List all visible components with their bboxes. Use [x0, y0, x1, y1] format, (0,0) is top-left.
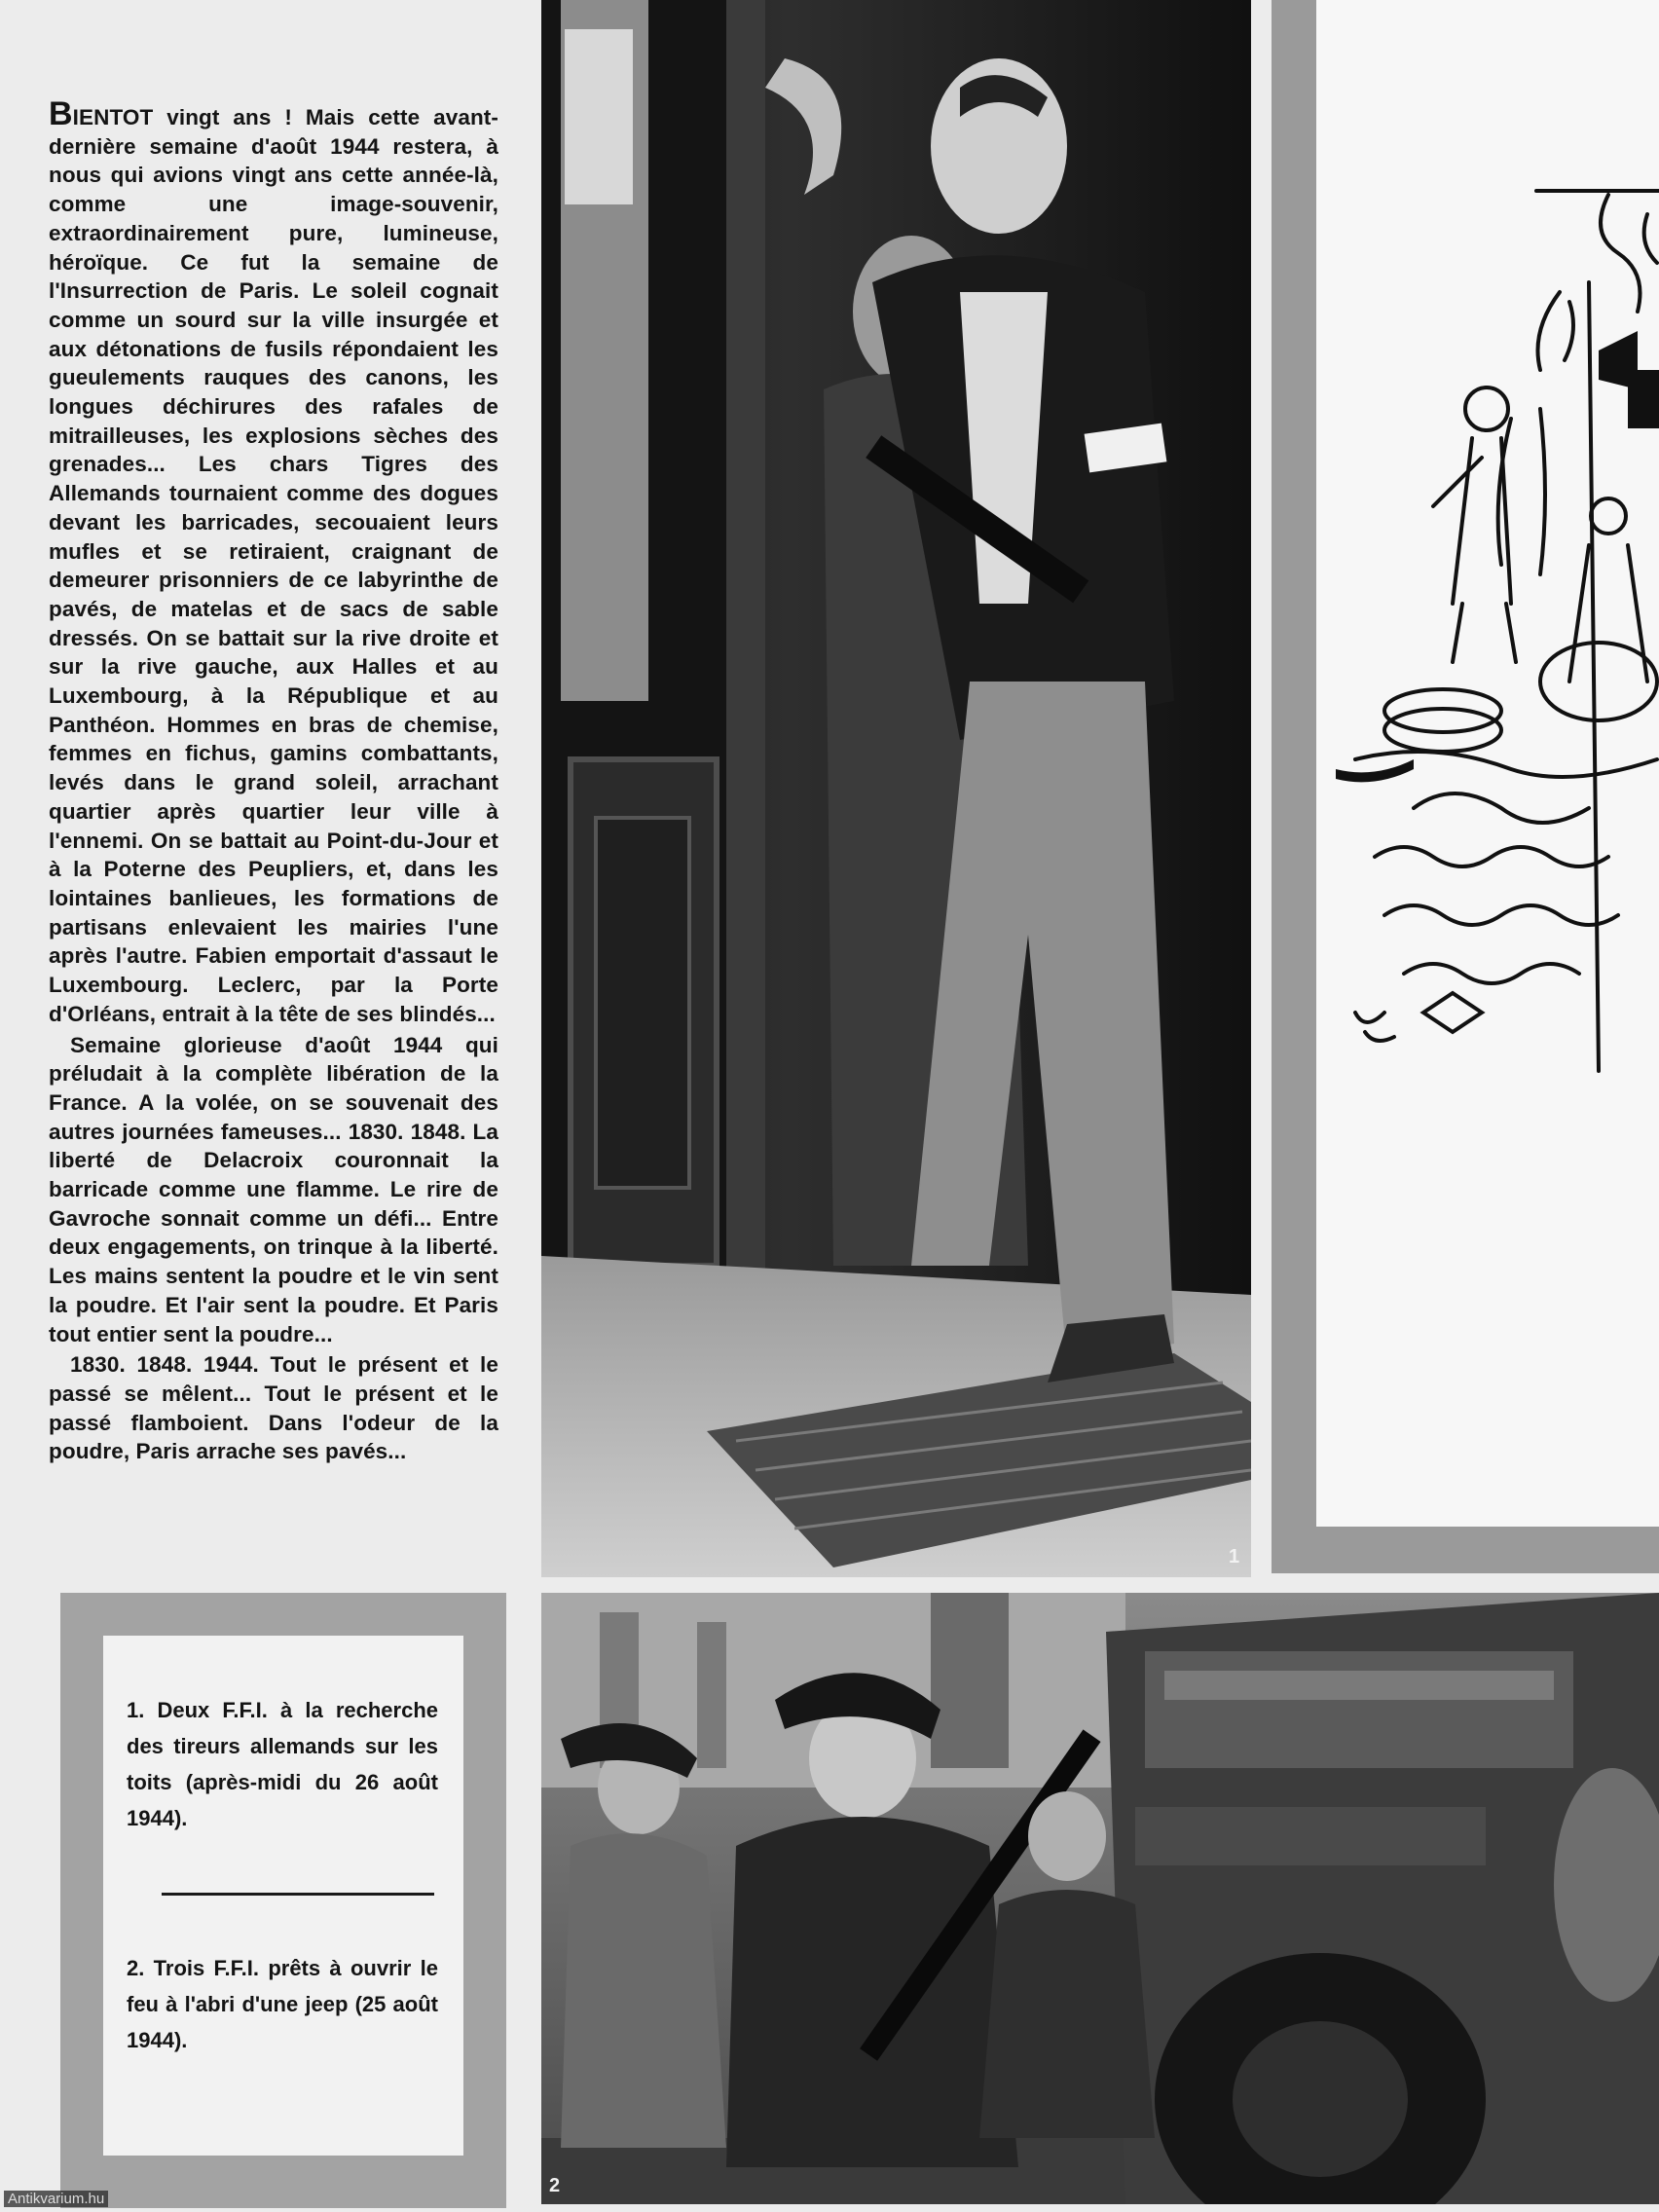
photo-1-number: 1	[1229, 1546, 1240, 1567]
photo-2-image	[541, 1593, 1659, 2204]
article-paragraph-3: 1830. 1848. 1944. Tout le présent et le passé se mêlent... Tout le présent et le passé flamboient. Dans l'odeur de la poudre, Paris arrache ses pavés...	[49, 1352, 498, 1464]
paragraph-1-text: IENTOT vingt ans ! Mais cette avant-dernière semaine d'août 1944 restera, à nous qui avions vingt ans cette année-là, comme une image-souvenir, extraordinairement pure, lumineuse, héroïque. Ce fut la semaine de l'Insurrection de Paris. Le soleil cognait comme un sourd sur la ville insurgée et aux détonations de fusils répondaient les gueulements rauques des canons, les longues déchirures des rafales de mitrailleuses, les explosions sèches des grenades... Les chars Tigres des Allemands tournaient comme des dogues devant les barricades, secouaient leurs mufles et se retiraient, craignant de demeurer prisonniers de ce labyrinthe de pavés, de matelas et de sacs de sable dressés. On se battait sur la rive droite et sur la rive gauche, aux Halles et au Luxembourg, à la République et au Panthéon. Hommes en bras de chemise, femmes en fichus, gamins combattants, levés dans le grand soleil, arrachant quartier après quartier leur ville à l'ennemi. On se battait au Point-du-Jour et à la Poterne des Peupliers, et, dans les lointaines banlieues, les formations de partisans enlevaient les mairies l'une après l'autre. Fabien emportait d'assaut le Luxembourg. Leclerc, par la Porte d'Orléans, entrait à la tête de ses blindés...	[49, 105, 498, 1026]
photo-2-number: 2	[549, 2175, 561, 2196]
photo-ffi-jeep	[541, 1593, 1659, 2204]
caption-2: 2. Trois F.F.I. prêts à ouvrir le feu à l'abri d'une jeep (25 août 1944).	[127, 1956, 438, 2052]
article-text	[49, 95, 498, 1468]
caption-1: 1. Deux F.F.I. à la recherche des tireurs allemands sur les toits (après-midi du 26 août 1944).	[127, 1698, 438, 1830]
caption-card	[103, 1636, 463, 2156]
ink-sketch	[1316, 0, 1659, 1527]
article-paragraph-2: Semaine glorieuse d'août 1944 qui préludait à la complète libération de la France. A la volée, on se souvenait des autres journées fameuses... 1830. 1848. La liberté de Delacroix couronnait la barricade comme une flamme. Le rire de Gavroche sonnait comme un défi... Entre deux engagements, on trinque à la liberté. Les mains sentent la poudre et le vin sent la poudre. Et l'air sent la poudre. Et Paris tout entier sent la poudre...	[49, 1032, 498, 1346]
caption-divider	[162, 1893, 434, 1896]
article-paragraph-1	[49, 95, 498, 1029]
drop-cap: B	[49, 95, 73, 132]
photo-1-image	[541, 0, 1251, 1577]
photo-ffi-doorway	[541, 0, 1251, 1577]
watermark-text: Antikvarium.hu	[4, 2191, 108, 2207]
illustration-drawing	[1316, 0, 1659, 1527]
